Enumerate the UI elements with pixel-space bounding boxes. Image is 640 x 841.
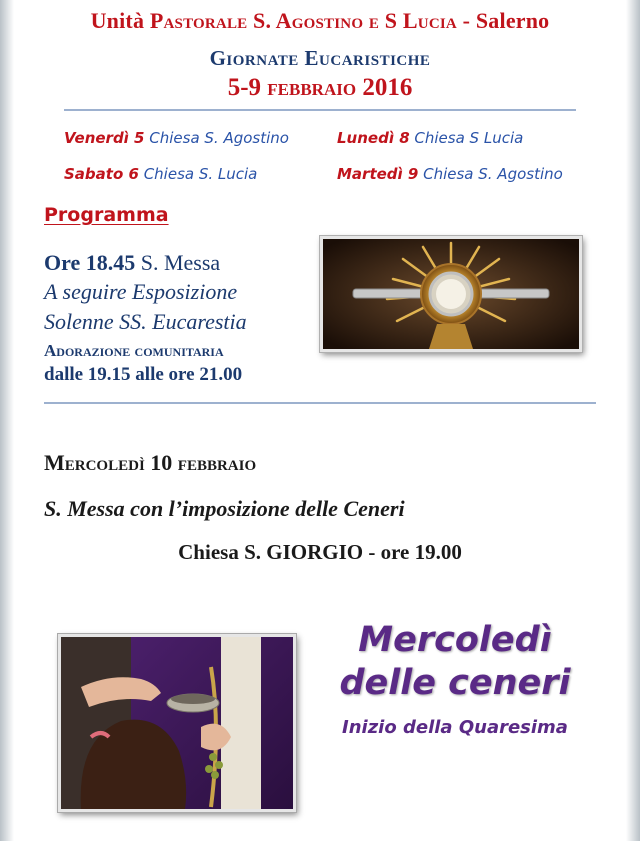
program-hours: dalle 19.15 alle ore 21.00 [44, 364, 243, 385]
right-border-shade [626, 0, 640, 841]
ashes-ceremony-icon [61, 637, 293, 809]
schedule-item: Sabato 6 Chiesa S. Lucia [64, 165, 258, 183]
program-eucharist: Solenne SS. Eucarestia [44, 309, 247, 334]
monstrance-icon [323, 239, 579, 349]
ashes-photo [58, 634, 296, 812]
ash-wednesday-date: Mercoledì 10 febbraio [44, 450, 257, 475]
ash-wednesday-mass: S. Messa con l’imposizione delle Ceneri [44, 496, 405, 521]
schedule-item: Lunedì 8 Chiesa S Lucia [337, 129, 524, 147]
schedule-item: Martedì 9 Chiesa S. Agostino [337, 165, 563, 183]
program-mass-time: Ore 18.45 S. Messa [44, 250, 221, 275]
event-title: Giornate Eucaristiche [209, 46, 431, 70]
event-dates: 5-9 febbraio 2016 [227, 74, 413, 101]
divider-middle [44, 402, 596, 404]
ash-wednesday-title-line2: delle ceneri [339, 663, 571, 703]
monstrance-photo [320, 236, 582, 352]
ash-wednesday-title-line1: Mercoledì [358, 620, 552, 660]
header-title: Unità Pastorale S. Agostino e S Lucia - Salerno [90, 8, 550, 33]
program-exposition: A seguire Esposizione [44, 279, 238, 304]
left-border-shade [0, 0, 14, 841]
divider-top [64, 109, 576, 111]
program-adoration: Adorazione comunitaria [44, 341, 224, 360]
lent-start-subtitle: Inizio della Quaresima [342, 717, 568, 738]
schedule-item: Venerdì 5 Chiesa S. Agostino [64, 129, 289, 147]
ash-wednesday-place: Chiesa S. GIORGIO - ore 19.00 [178, 540, 462, 564]
programma-heading: Programma [44, 204, 169, 226]
